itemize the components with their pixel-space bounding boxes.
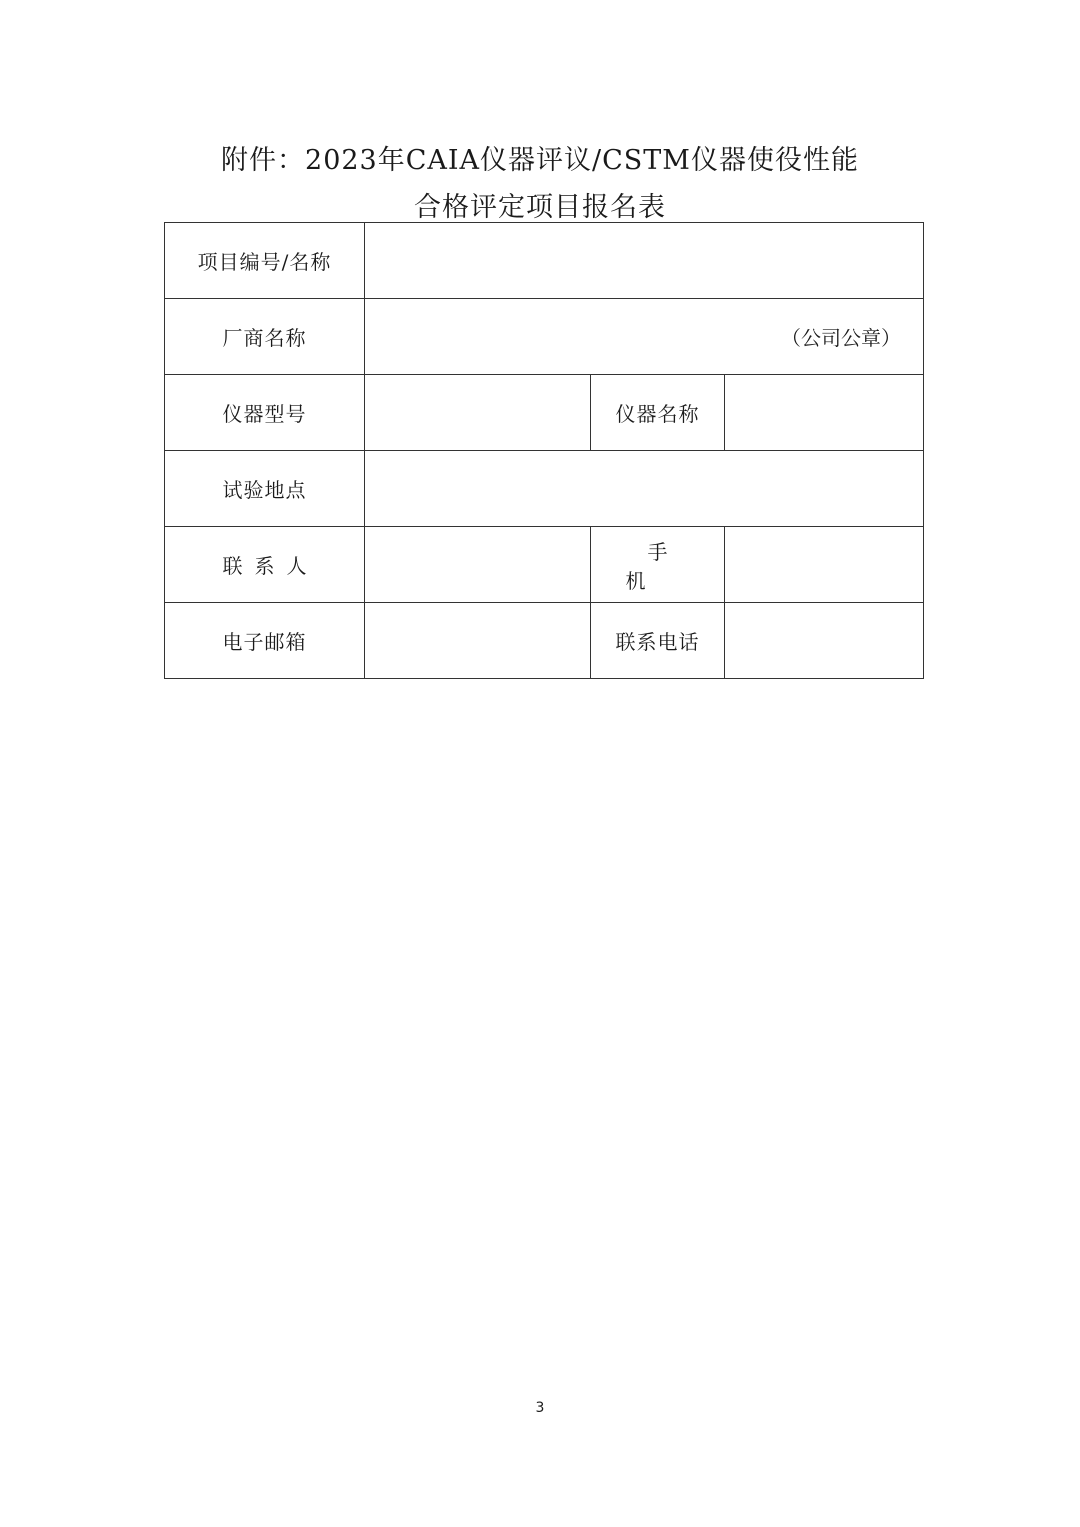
- company-stamp-note: （公司公章）: [781, 326, 902, 350]
- project-label: 项目编号/名称: [165, 223, 365, 299]
- table-row-vendor: [165, 299, 924, 375]
- phone-field[interactable]: [725, 603, 924, 679]
- phone-label: 联系电话: [591, 603, 725, 679]
- model-label: 仪器型号: [165, 375, 365, 451]
- table-row-contact: [165, 527, 924, 603]
- mobile-label: 手机: [625, 539, 712, 593]
- instrument-name-field[interactable]: [725, 375, 924, 451]
- contact-label: 联系人: [222, 554, 319, 578]
- table-row-instrument: [165, 375, 924, 451]
- table-row-test-site: [165, 451, 924, 527]
- registration-form-table: [164, 222, 924, 679]
- document-title-line-2: 合格评定项目报名表: [414, 192, 666, 223]
- test-site-field[interactable]: [365, 451, 924, 527]
- document-title-line-1: 附件：2023年CAIA仪器评议/CSTM仪器使役性能: [221, 145, 859, 176]
- model-field[interactable]: [365, 375, 591, 451]
- mobile-label-cell: [591, 527, 725, 603]
- contact-field[interactable]: [365, 527, 591, 603]
- vendor-label: 厂商名称: [165, 299, 365, 375]
- page-number: 3: [535, 1400, 545, 1416]
- test-site-label: 试验地点: [165, 451, 365, 527]
- mobile-field[interactable]: [725, 527, 924, 603]
- project-field[interactable]: [365, 223, 924, 299]
- email-label: 电子邮箱: [165, 603, 365, 679]
- instrument-name-label: 仪器名称: [591, 375, 725, 451]
- table-row-email: [165, 603, 924, 679]
- contact-label-cell: [165, 527, 365, 603]
- vendor-field[interactable]: [365, 299, 924, 375]
- table-row-project: [165, 223, 924, 299]
- email-field[interactable]: [365, 603, 591, 679]
